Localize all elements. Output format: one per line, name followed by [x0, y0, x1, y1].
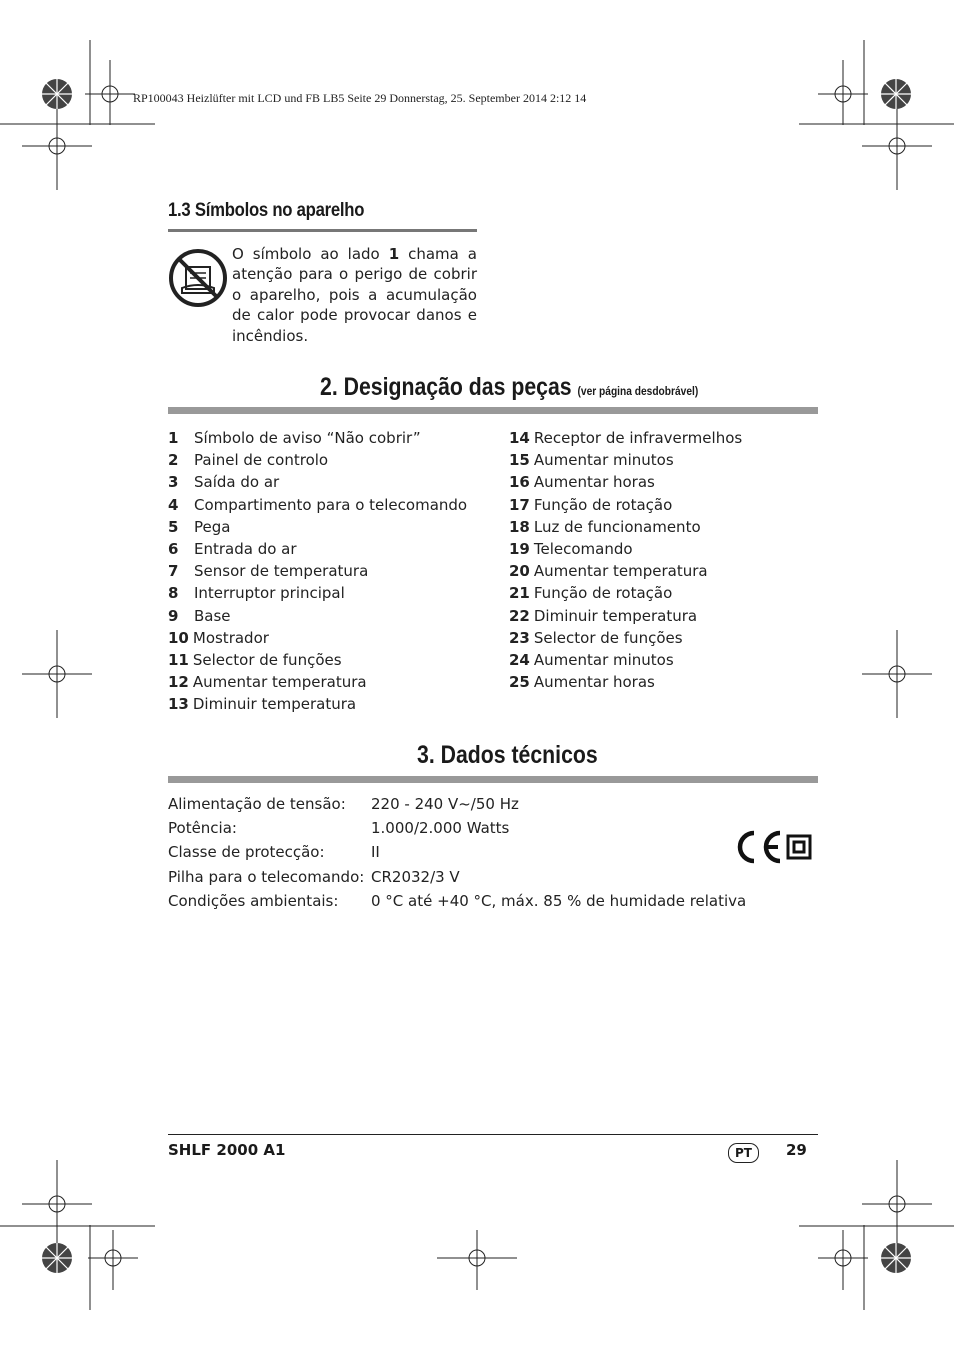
- list-item: [509, 471, 742, 493]
- part-number: 10: [168, 628, 189, 647]
- list-item: [168, 693, 467, 715]
- part-number: 14: [509, 429, 530, 447]
- part-label: Aumentar horas: [533, 473, 655, 492]
- part-number: 11: [168, 651, 189, 670]
- part-label: Aumentar horas: [533, 673, 655, 692]
- tech-label: Classe de protecção:: [168, 843, 325, 862]
- part-number: 1: [168, 429, 179, 447]
- parts-list-left: [168, 427, 467, 716]
- part-number: 16: [509, 473, 530, 492]
- section-title-parts: [320, 373, 698, 402]
- tech-label: Alimentação de tensão:: [168, 795, 346, 813]
- list-item: [509, 538, 742, 560]
- list-item: [509, 560, 742, 582]
- part-label: Entrada do ar: [194, 540, 297, 559]
- list-item: [168, 516, 467, 538]
- tech-value: 220 - 240 V~/50 Hz: [371, 795, 519, 813]
- part-number: 20: [509, 562, 530, 581]
- part-number: 21: [509, 584, 530, 603]
- part-label: Função de rotação: [533, 495, 673, 514]
- part-label: Símbolo de aviso “Não cobrir”: [194, 429, 421, 447]
- tech-label: Pilha para o telecomando:: [168, 867, 365, 886]
- part-number: 6: [168, 540, 179, 559]
- table-row: [168, 795, 788, 819]
- tech-value: II: [371, 843, 380, 862]
- list-item: [168, 582, 467, 604]
- part-number: 9: [168, 606, 179, 625]
- part-number: 8: [168, 584, 179, 603]
- table-row: [168, 819, 788, 843]
- do-not-cover-icon: [168, 248, 228, 308]
- part-label: Aumentar temperatura: [192, 673, 367, 692]
- part-number: 22: [509, 606, 530, 625]
- part-number: 17: [509, 495, 530, 514]
- protection-class-ii-icon: [786, 834, 812, 860]
- part-label: Aumentar minutos: [533, 451, 674, 470]
- list-item: [168, 671, 467, 693]
- part-number: 25: [509, 673, 530, 692]
- part-label: Mostrador: [192, 628, 269, 647]
- list-item: [168, 427, 467, 449]
- part-number: 3: [168, 473, 179, 492]
- list-item: [509, 649, 742, 671]
- list-item: [168, 605, 467, 627]
- part-label: Diminuir temperatura: [192, 695, 357, 714]
- part-label: Selector de funções: [192, 651, 342, 670]
- warning-text-after: chama a atenção para o perigo de cobrir o aparelho, pois a acumulação de calor pode provocar danos e incêndios.: [232, 245, 477, 345]
- part-number: 4: [168, 495, 179, 514]
- part-label: Compartimento para o telecomando: [194, 495, 468, 514]
- tech-label: Potência:: [168, 819, 237, 838]
- part-label: Luz de funcionamento: [533, 517, 701, 536]
- section-divider: [168, 776, 818, 783]
- parts-list-right: [509, 427, 742, 693]
- list-item: [168, 471, 467, 493]
- part-label: Função de rotação: [533, 584, 673, 603]
- tech-data-table: [168, 795, 788, 916]
- section-divider: [168, 229, 477, 232]
- part-label: Telecomando: [533, 540, 633, 559]
- table-row: [168, 892, 788, 916]
- list-item: [509, 427, 742, 449]
- ce-mark-icon: [732, 830, 784, 864]
- list-item: [168, 649, 467, 671]
- list-item: [509, 605, 742, 627]
- parts-title: 2. Designação das peças: [320, 373, 572, 401]
- page-number: 29: [786, 1141, 807, 1159]
- tech-label: Condições ambientais:: [168, 891, 339, 910]
- part-number: 12: [168, 673, 189, 692]
- list-item: [509, 449, 742, 471]
- part-label: Diminuir temperatura: [533, 606, 698, 625]
- part-number: 24: [509, 651, 530, 670]
- table-row: [168, 868, 788, 892]
- table-row: [168, 843, 788, 867]
- part-label: Pega: [194, 517, 231, 536]
- section-title-tech: 3. Dados técnicos: [417, 741, 598, 769]
- list-item: [168, 538, 467, 560]
- list-item: [509, 671, 742, 693]
- part-label: Interruptor principal: [194, 584, 345, 603]
- part-number: 7: [168, 562, 179, 581]
- part-label: Aumentar temperatura: [533, 562, 708, 581]
- list-item: [168, 449, 467, 471]
- list-item: [509, 627, 742, 649]
- list-item: [509, 582, 742, 604]
- part-number: 19: [509, 540, 530, 559]
- part-label: Aumentar minutos: [533, 651, 674, 670]
- part-number: 5: [168, 517, 179, 536]
- part-label: Receptor de infravermelhos: [533, 429, 743, 447]
- part-number: 15: [509, 451, 530, 470]
- parts-subtitle: (ver página desdobrável): [577, 384, 699, 398]
- list-item: [168, 627, 467, 649]
- list-item: [509, 494, 742, 516]
- warning-paragraph: [232, 244, 477, 346]
- section-title-symbols: 1.3 Símbolos no aparelho: [168, 200, 365, 221]
- part-number: 18: [509, 517, 530, 536]
- print-info-header: RP100043 Heizlüfter mit LCD und FB LB5 Seite 29 Donnerstag, 25. September 2014 2:12 14: [133, 91, 587, 105]
- section-divider: [168, 407, 818, 414]
- list-item: [168, 494, 467, 516]
- list-item: [168, 560, 467, 582]
- part-label: Base: [194, 606, 231, 625]
- part-label: Sensor de temperatura: [194, 562, 369, 581]
- part-number: 13: [168, 695, 189, 714]
- tech-value: CR2032/3 V: [371, 867, 460, 886]
- warning-text-before: O símbolo ao lado: [232, 245, 389, 263]
- warning-ref-number: 1: [388, 245, 400, 263]
- language-badge: PT: [728, 1143, 759, 1163]
- part-number: 23: [509, 628, 530, 647]
- part-label: Painel de controlo: [194, 451, 329, 470]
- tech-value: 0 °C até +40 °C, máx. 85 % de humidade relativa: [371, 891, 747, 910]
- tech-value: 1.000/2.000 Watts: [371, 819, 510, 838]
- part-label: Saída do ar: [194, 473, 280, 492]
- footer-rule: [168, 1134, 818, 1135]
- footer-model: SHLF 2000 A1: [168, 1141, 286, 1159]
- part-label: Selector de funções: [533, 628, 683, 647]
- list-item: [509, 516, 742, 538]
- part-number: 2: [168, 451, 179, 470]
